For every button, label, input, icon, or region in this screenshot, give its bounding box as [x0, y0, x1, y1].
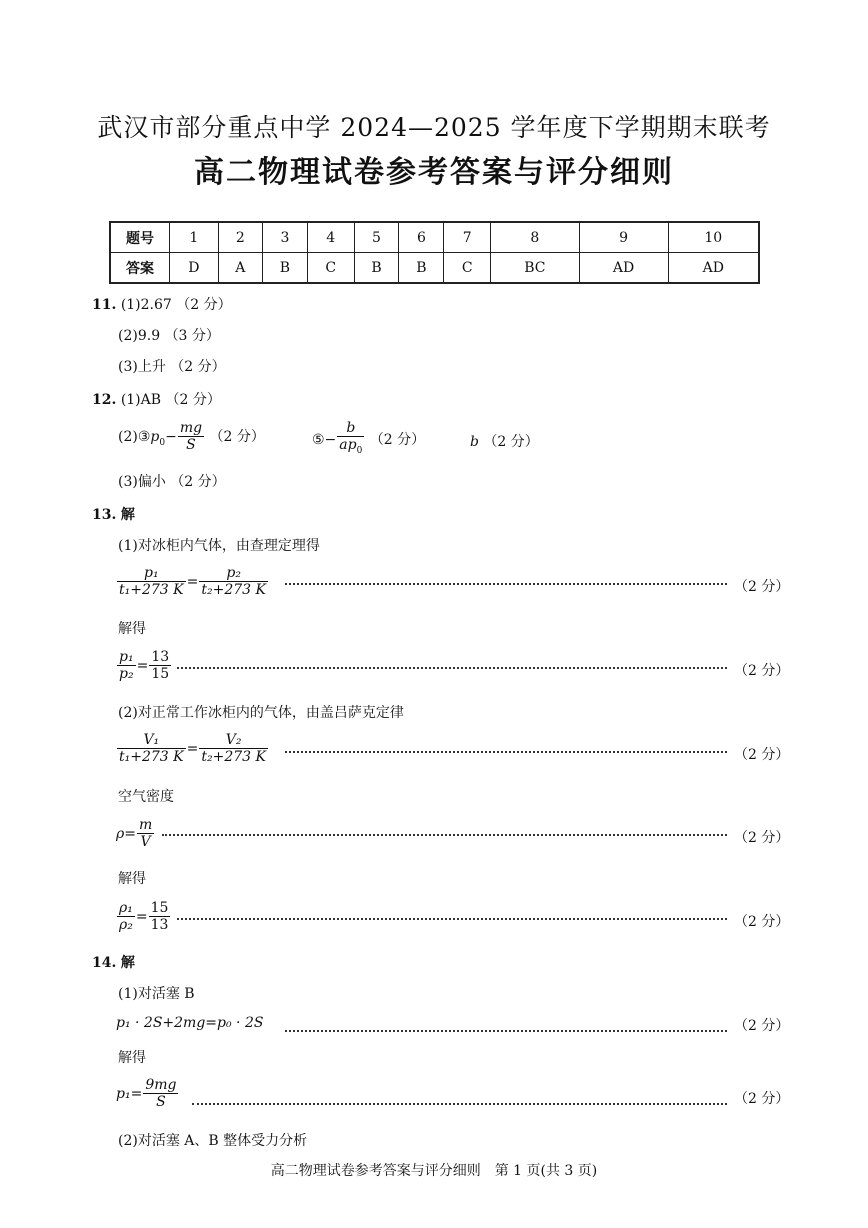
- q12-line3: [118, 471, 226, 491]
- score: （2 分）: [734, 747, 790, 763]
- q14-eq2: [116, 1078, 179, 1110]
- answer-text: (1)AB: [120, 392, 162, 408]
- fraction-denominator: $ap_0$: [339, 437, 363, 456]
- table-row-answers: [110, 253, 759, 284]
- score: （2 分）: [734, 1091, 790, 1107]
- question-number: 14.: [92, 955, 117, 971]
- q11-line2: [118, 325, 220, 345]
- score: （2 分）: [734, 663, 790, 679]
- q13-kongqi: 空气密度: [118, 789, 174, 805]
- fraction: [149, 650, 171, 682]
- q12-line2b: [312, 421, 425, 459]
- q13-heading: [92, 504, 135, 524]
- leader-dots: [177, 667, 727, 669]
- table-cell: C: [307, 253, 354, 284]
- page-footer: 高二物理试卷参考答案与评分细则 第 1 页(共 3 页): [270, 1163, 598, 1179]
- fraction-denominator: t₁+273 K: [119, 582, 184, 598]
- fraction: [117, 901, 135, 933]
- fraction-numerator: 9mg: [145, 1077, 177, 1093]
- fraction-denominator: 15: [151, 666, 170, 682]
- answer-prefix: ⑤−: [312, 431, 337, 448]
- q13-part1-intro: (1)对冰柜内气体，由查理定理得: [118, 538, 320, 554]
- question-number: 12.: [92, 392, 117, 408]
- fraction-denominator: t₂+273 K: [201, 582, 266, 598]
- leader-dots: [285, 1030, 727, 1032]
- q13-jiede1: 解得: [118, 621, 146, 637]
- table-cell: 6: [399, 222, 444, 253]
- fraction-numerator: p₁: [117, 566, 186, 582]
- question-number: 13.: [92, 507, 117, 523]
- q14-heading: [92, 952, 135, 972]
- fraction-numerator: p₂: [199, 566, 268, 582]
- table-cell: C: [444, 253, 491, 284]
- table-cell: AD: [668, 253, 759, 284]
- q13-eq3: $\frac{\text{V₁}}{\text{t₁+273 K}}$ = $\frac{\text{V₂}}{\text{t₂+273 K}}$: [119, 732, 266, 765]
- q13-eq5: $\frac{\text{ρ₁}}{\text{ρ₂}}$ = $\frac{15}{13}$: [119, 900, 169, 933]
- answer-text: (3)偏小: [118, 474, 166, 490]
- answer-text: (1)2.67: [120, 297, 172, 313]
- table-cell: 2: [218, 222, 262, 253]
- fraction-denominator: S: [156, 1094, 166, 1110]
- leader-dots: [285, 583, 727, 585]
- fraction-denominator: p₂: [119, 666, 134, 682]
- fraction-denominator: V: [140, 834, 151, 850]
- score: （2 分）: [734, 1018, 790, 1034]
- q13-eq4: [116, 818, 155, 850]
- score: （2 分）: [176, 297, 232, 313]
- q12-line1: [92, 389, 221, 409]
- question-number: 11.: [92, 297, 117, 313]
- fraction: [337, 421, 364, 459]
- q14-part1-intro: (1)对活塞 B: [118, 986, 195, 1002]
- answer-text: (3)上升: [118, 359, 166, 375]
- fraction: [199, 566, 268, 598]
- solution-label: 解: [120, 507, 135, 523]
- answer-text: b: [470, 434, 479, 450]
- fraction-numerator: m: [138, 817, 153, 833]
- score: （3 分）: [164, 328, 220, 344]
- minus-sign: −: [165, 429, 177, 445]
- table-cell: B: [354, 253, 399, 284]
- table-cell: B: [399, 253, 444, 284]
- math-lhs: p₁=: [116, 1086, 143, 1102]
- score: （2 分）: [170, 359, 226, 375]
- answer-prefix: (2)③: [118, 429, 151, 445]
- table-cell: 1: [170, 222, 219, 253]
- q13-part2-intro: (2)对正常工作冰柜内的气体，由盖吕萨克定律: [118, 705, 404, 721]
- fraction-denominator: 13: [150, 917, 169, 933]
- math-p: p: [150, 429, 160, 445]
- fraction: [143, 1078, 178, 1110]
- fraction-numerator: ρ₁: [119, 900, 133, 916]
- table-header-answer: 答案: [110, 253, 170, 284]
- table-cell: B: [262, 253, 307, 284]
- fraction: [178, 421, 204, 453]
- fraction-numerator: 15: [150, 900, 169, 916]
- fraction-numerator: V₁: [117, 733, 186, 749]
- table-cell: 5: [354, 222, 399, 253]
- table-cell: 9: [579, 222, 668, 253]
- q13-eq1: $\frac{\text{p₁}}{\text{t₁+273 K}}$ = $\frac{\text{p₂}}{\text{t₂+273 K}}$: [119, 565, 266, 598]
- fraction: [199, 733, 268, 765]
- q14-eq1: [116, 1015, 263, 1031]
- fraction: [149, 901, 171, 933]
- score: （2 分）: [734, 914, 790, 930]
- fraction: [117, 733, 186, 765]
- fraction-numerator: mg: [179, 420, 203, 436]
- math-lhs: ρ=: [116, 826, 136, 842]
- leader-dots: [192, 1103, 727, 1105]
- fraction-numerator: V₂: [199, 733, 268, 749]
- q13-eq2: $\frac{\text{p₁}}{\text{p₂}}$ = $\frac{13}{15}$: [119, 649, 170, 682]
- score: （2 分）: [734, 830, 790, 846]
- q11-line1: [92, 294, 232, 314]
- score: （2 分）: [734, 579, 790, 595]
- leader-dots: [162, 834, 727, 836]
- score: （2 分）: [369, 431, 426, 448]
- q14-jiede: 解得: [118, 1050, 146, 1066]
- exam-title-line2: 高二物理试卷参考答案与评分细则: [194, 155, 674, 190]
- fraction-numerator: b: [337, 421, 364, 437]
- fraction: [117, 650, 136, 682]
- leader-dots: [285, 751, 727, 753]
- equation: p₁ · 2S+2mg=p₀ · 2S: [116, 1015, 264, 1031]
- table-cell: BC: [491, 253, 580, 284]
- fraction-denominator: ρ₂: [119, 917, 133, 933]
- table-cell: 8: [491, 222, 580, 253]
- table-cell: 3: [262, 222, 307, 253]
- q13-jiede2: 解得: [118, 871, 146, 887]
- leader-dots: [177, 918, 727, 920]
- score: （2 分）: [165, 392, 221, 408]
- q11-line3: [118, 356, 226, 376]
- table-cell: 7: [444, 222, 491, 253]
- fraction-numerator: 13: [151, 649, 170, 665]
- fraction-numerator: p₁: [119, 649, 134, 665]
- q14-part2-intro: (2)对活塞 A、B 整体受力分析: [118, 1133, 308, 1149]
- table-row-numbers: [110, 222, 759, 253]
- solution-label: 解: [120, 955, 135, 971]
- score: （2 分）: [209, 429, 265, 445]
- table-cell: A: [218, 253, 262, 284]
- table-cell: AD: [579, 253, 668, 284]
- fraction-denominator: t₁+273 K: [119, 749, 184, 765]
- q12-line2: $(2)③p_0-$ $\frac{mg}{S}$ （2 分）: [118, 420, 265, 453]
- answer-text: (2)9.9: [118, 328, 161, 344]
- answer-table: [109, 221, 760, 284]
- table-cell: 4: [307, 222, 354, 253]
- fraction: [117, 566, 186, 598]
- table-header-number: 题号: [110, 222, 170, 253]
- score: （2 分）: [170, 474, 226, 490]
- fraction-denominator: t₂+273 K: [201, 749, 266, 765]
- fraction-denominator: S: [186, 437, 196, 453]
- table-cell: D: [170, 253, 219, 284]
- q12-line2c: [470, 431, 539, 451]
- fraction: [137, 818, 154, 850]
- exam-title-line1: 武汉市部分重点中学 2024—2025 学年度下学期期末联考: [97, 113, 771, 142]
- score: （2 分）: [483, 434, 539, 450]
- table-cell: 10: [668, 222, 759, 253]
